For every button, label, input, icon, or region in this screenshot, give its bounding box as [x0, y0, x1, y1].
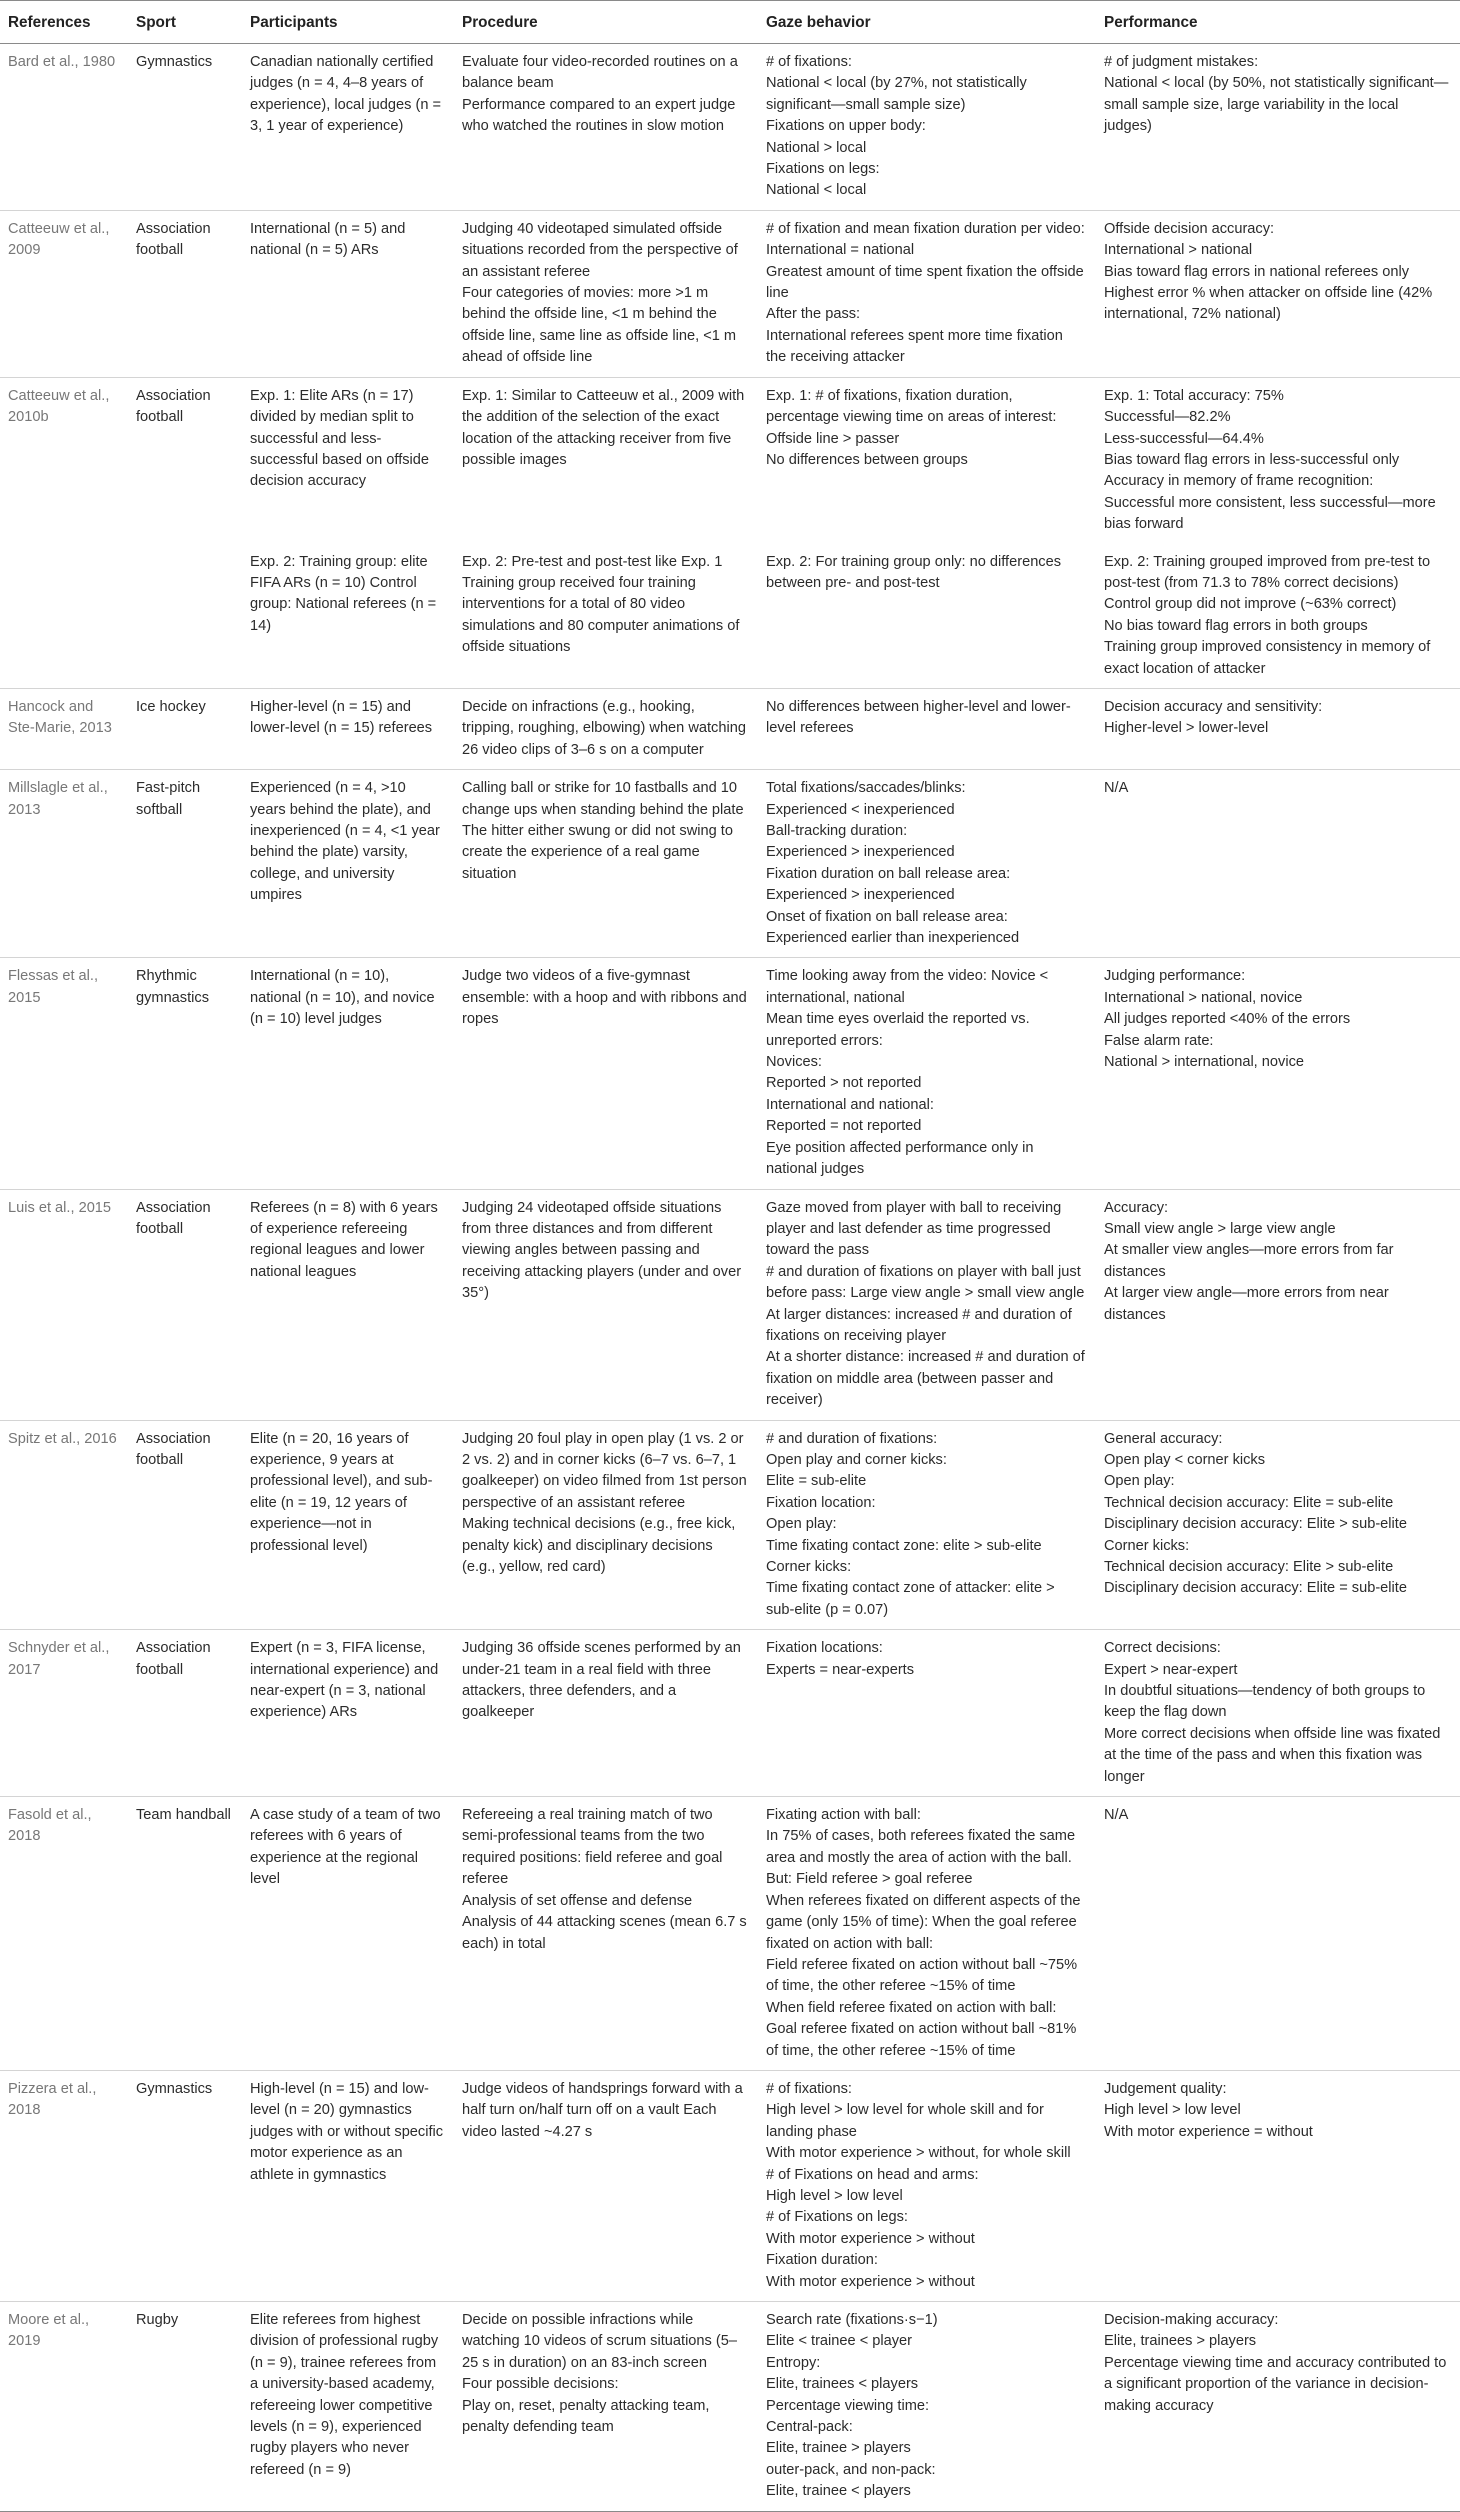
procedure-cell: [454, 210, 758, 377]
reference-cell: Catteeuw et al., 2010b: [8, 387, 110, 426]
gaze-behavior-cell: [758, 688, 1096, 769]
performance-cell-line: Exp. 2: Training grouped improved from pre-test to post-test (from 71.3 to 78% correct decisions): [1104, 553, 1431, 591]
reference-cell: Catteeuw et al., 2009: [0, 210, 128, 377]
participants-cell-line: Experienced (n = 4, >10 years behind the plate), and inexperienced (n = 4, <1 year behind the plate) varsity, college, and university umpires: [250, 780, 440, 904]
procedure-cell: [454, 770, 758, 958]
gaze-behavior-cell-line: National < local (by 27%, not statistically significant—small sample size): [766, 75, 1027, 113]
performance-cell-line: High level > low level: [1104, 2102, 1241, 2119]
participants-cell-line: High-level (n = 15) and low-level (n = 20) gymnastics judges with or without specific motor experience as an athlete in gymnastics: [250, 2080, 444, 2183]
performance-cell-line: Exp. 1: Total accuracy: 75%: [1104, 387, 1284, 404]
procedure-cell-line: Refereeing a real training match of two semi-professional teams from the two required positions: field referee and goal referee: [462, 1807, 723, 1888]
performance-cell-line: No bias toward flag errors in both groups: [1104, 617, 1368, 634]
procedure-cell: [454, 2302, 758, 2512]
reference-cell: Fasold et al., 2018: [0, 1797, 128, 2071]
performance-cell: [1096, 770, 1460, 958]
performance-cell-line: Open play < corner kicks: [1104, 1451, 1266, 1468]
header-gaze-behavior: Gaze behavior: [758, 1, 1096, 44]
gaze-behavior-cell-line: When field referee fixated on action with ball:: [766, 1999, 1057, 2016]
procedure-cell-line: Judge two videos of a five-gymnast ensemble: with a hoop and with ribbons and ropes: [462, 968, 747, 1028]
participants-cell: [242, 1797, 454, 2071]
performance-cell-line: Expert > near-expert: [1104, 1661, 1238, 1678]
performance-cell-line: International > national: [1104, 242, 1253, 259]
table-row: [0, 377, 1460, 543]
reference-cell: Luis et al., 2015: [0, 1189, 128, 1420]
gaze-behavior-cell: [758, 1797, 1096, 2071]
gaze-behavior-cell-line: Search rate (fixations·s−1): [766, 2312, 938, 2328]
gaze-behavior-cell-line: Exp. 2: For training group only: no differences between pre- and post-test: [766, 553, 1062, 591]
performance-cell-line: Corner kicks:: [1104, 1537, 1190, 1554]
participants-cell-line: International (n = 5) and national (n = 5) ARs: [250, 220, 406, 259]
gaze-behavior-cell-line: Entropy:: [766, 2354, 821, 2371]
procedure-cell-line: Four categories of movies: more >1 m behind the offside line, <1 m behind the offside line, same line as offside line, <1 m ahead of offside line: [462, 285, 737, 366]
performance-cell-line: Open play:: [1104, 1473, 1175, 1490]
procedure-cell: [454, 958, 758, 1189]
procedure-cell-line: Decide on possible infractions while watching 10 videos of scrum situations (5–25 s in duration) on an 83-inch screen: [462, 2312, 737, 2371]
procedure-cell-line: Evaluate four video-recorded routines on a balance beam: [462, 54, 738, 92]
procedure-cell-line: The hitter either swung or did not swing to create the experience of a real game situation: [462, 823, 733, 882]
gaze-behavior-cell: [758, 770, 1096, 958]
participants-cell-line: Referees (n = 8) with 6 years of experience refereeing regional leagues and lower national leagues: [250, 1199, 438, 1280]
procedure-cell-line: Play on, reset, penalty attacking team, penalty defending team: [462, 2397, 710, 2436]
header-references: References: [0, 1, 128, 44]
gaze-behavior-cell-line: # of fixations:: [766, 2080, 852, 2097]
performance-cell-line: Disciplinary decision accuracy: Elite = sub-elite: [1104, 1580, 1407, 1597]
sport-cell: Association football: [128, 1630, 242, 1797]
procedure-cell-line: Exp. 2: Pre-test and post-test like Exp. 1 Training group received four training interventions for a total of 80 video simulations and 80 computer animations of offside situations: [462, 553, 740, 656]
gaze-behavior-cell-line: # of Fixations on head and arms:: [766, 2166, 979, 2183]
procedure-cell: [454, 688, 758, 769]
performance-cell-line: # of judgment mistakes:: [1104, 54, 1259, 70]
performance-cell-line: Training group improved consistency in memory of exact location of attacker: [1104, 639, 1431, 677]
performance-cell-line: Correct decisions:: [1104, 1640, 1221, 1657]
participants-cell: [242, 688, 454, 769]
gaze-behavior-cell-line: After the pass:: [766, 306, 861, 323]
gaze-behavior-cell-line: Elite < trainee < player: [766, 2333, 913, 2350]
gaze-behavior-cell-line: In 75% of cases, both referees fixated the same area and mostly the area of action with the ball. But: Field referee > goal referee: [766, 1828, 1076, 1888]
performance-cell-line: Technical decision accuracy: Elite > sub-elite: [1104, 1559, 1394, 1575]
gaze-behavior-cell: [758, 1630, 1096, 1797]
gaze-behavior-cell-line: Corner kicks:: [766, 1559, 852, 1575]
gaze-behavior-cell-line: Fixation duration on ball release area:: [766, 865, 1011, 882]
participants-cell: [242, 1630, 454, 1797]
gaze-behavior-cell-line: Fixating action with ball:: [766, 1807, 921, 1824]
gaze-behavior-cell-line: No differences between higher-level and lower-level referees: [766, 698, 1071, 737]
gaze-behavior-cell-line: Elite, trainee > players: [766, 2440, 911, 2457]
gaze-behavior-cell-line: At a shorter distance: increased # and duration of fixation on middle area (between passer and receiver): [766, 1349, 1085, 1409]
gaze-behavior-cell-line: At larger distances: increased # and duration of fixations on receiving player: [766, 1306, 1072, 1344]
performance-cell-line: Small view angle > large view angle: [1104, 1220, 1336, 1237]
procedure-cell: [454, 1630, 758, 1797]
procedure-cell-line: Judging 40 videotaped simulated offside situations recorded from the perspective of an assistant referee: [462, 220, 738, 280]
sport-cell: Association football: [128, 210, 242, 377]
performance-cell-line: With motor experience = without: [1104, 2123, 1313, 2140]
reference-cell: Millslagle et al., 2013: [0, 770, 128, 958]
gaze-behavior-cell-line: Mean time eyes overlaid the reported vs. unreported errors:: [766, 1011, 1030, 1049]
header-sport: Sport: [128, 1, 242, 44]
participants-cell-line: Elite referees from highest division of professional rugby (n = 9), trainee referees from a university-based academy, refereeing lower competitive levels (n = 9), experienced rugby players who never refereed (n = 9): [250, 2312, 439, 2478]
sport-cell: Gymnastics: [128, 44, 242, 211]
performance-cell-line: N/A: [1104, 780, 1129, 797]
performance-cell: [1096, 2070, 1460, 2301]
gaze-behavior-cell-line: Field referee fixated on action without ball ~75% of time, the other referee ~15% of time: [766, 1956, 1078, 1995]
sport-cell: Ice hockey: [128, 688, 242, 769]
gaze-behavior-cell-line: National < local: [766, 182, 867, 199]
performance-cell-line: Successful—82.2%: [1104, 409, 1231, 426]
gaze-behavior-cell-line: Reported = not reported: [766, 1118, 922, 1135]
gaze-behavior-cell-line: Experienced > inexperienced: [766, 844, 955, 861]
gaze-behavior-cell-line: # of Fixations on legs:: [766, 2209, 908, 2226]
performance-cell-line: Elite, trainees > players: [1104, 2333, 1257, 2350]
performance-cell-line: General accuracy:: [1104, 1430, 1223, 1447]
performance-cell: [1096, 210, 1460, 377]
gaze-behavior-cell-line: High level > low level: [766, 2187, 903, 2204]
gaze-behavior-cell-line: Eye position affected performance only in national judges: [766, 1139, 1034, 1178]
participants-cell: [242, 958, 454, 1189]
performance-cell-line: Offside decision accuracy:: [1104, 220, 1275, 237]
gaze-behavior-cell-line: Elite = sub-elite: [766, 1473, 867, 1490]
gaze-behavior-cell-line: No differences between groups: [766, 451, 968, 468]
gaze-behavior-cell-line: Fixations on legs:: [766, 161, 880, 178]
performance-cell: [1096, 44, 1460, 211]
performance-cell-line: Decision accuracy and sensitivity:: [1104, 698, 1323, 715]
procedure-cell-line: Four possible decisions:: [462, 2376, 619, 2393]
gaze-behavior-cell-line: National > local: [766, 139, 867, 156]
performance-cell-line: More correct decisions when offside line was fixated at the time of the pass and when this fixation was longer: [1104, 1725, 1441, 1785]
gaze-behavior-cell-line: Goal referee fixated on action without ball ~81% of time, the other referee ~15% of time: [766, 2021, 1077, 2059]
gaze-behavior-cell-line: Experienced earlier than inexperienced: [766, 930, 1020, 947]
performance-cell-line: Judgement quality:: [1104, 2080, 1227, 2097]
performance-cell-line: Bias toward flag errors in less-successful only: [1104, 451, 1400, 468]
procedure-cell-line: Calling ball or strike for 10 fastballs and 10 change ups when standing behind the plate: [462, 780, 744, 818]
performance-cell-line: N/A: [1104, 1807, 1129, 1824]
procedure-cell-line: Analysis of 44 attacking scenes (mean 6.7 s each) in total: [462, 1914, 747, 1952]
performance-cell-line: Highest error % when attacker on offside line (42% international, 72% national): [1104, 285, 1433, 323]
gaze-behavior-cell-line: With motor experience > without, for whole skill: [766, 2145, 1071, 2162]
gaze-behavior-cell: [758, 2070, 1096, 2301]
gaze-behavior-cell-line: When referees fixated on different aspects of the game (only 15% of time): When the goal referee fixated on action with ball:: [766, 1892, 1081, 1952]
performance-cell: [1096, 1630, 1460, 1797]
participants-cell-line: A case study of a team of two referees with 6 years of experience at the regional level: [250, 1807, 441, 1888]
procedure-cell-line: Analysis of set offense and defense: [462, 1892, 693, 1909]
sport-cell: Association football: [128, 1420, 242, 1630]
reference-cell: [0, 544, 128, 689]
table-row: [0, 1189, 1460, 1420]
sport-cell: Rugby: [128, 2302, 242, 2512]
performance-cell-line: Bias toward flag errors in national referees only: [1104, 263, 1410, 280]
procedure-cell: [454, 544, 758, 689]
participants-cell: [242, 44, 454, 211]
gaze-behavior-cell: [758, 210, 1096, 377]
gaze-behavior-cell-line: Elite, trainee < players: [766, 2483, 911, 2500]
performance-cell-line: National > international, novice: [1104, 1054, 1304, 1071]
table-row: [0, 688, 1460, 769]
participants-cell: [242, 544, 454, 689]
participants-cell-line: International (n = 10), national (n = 10), and novice (n = 10) level judges: [250, 968, 435, 1028]
procedure-cell-line: Judging 20 foul play in open play (1 vs. 2 or 2 vs. 2) and in corner kicks (6–7 vs. 6–7, 1 goalkeeper) on video filmed from 1st person perspective of an assistant referee: [462, 1430, 747, 1511]
table-row: [0, 44, 1460, 211]
gaze-behavior-cell-line: With motor experience > without: [766, 2230, 975, 2247]
gaze-behavior-cell-line: Fixation locations:: [766, 1640, 883, 1657]
performance-cell: [1096, 1189, 1460, 1420]
sport-cell: Association football: [136, 387, 211, 426]
performance-cell-line: Accuracy:: [1104, 1199, 1169, 1216]
performance-cell-line: Accuracy in memory of frame recognition:: [1104, 473, 1374, 490]
performance-cell-line: Decision-making accuracy:: [1104, 2312, 1279, 2328]
participants-cell-line: Elite (n = 20, 16 years of experience, 9 years at professional level), and sub-elite (n = 19, 12 years of experience—not in professional level): [250, 1430, 433, 1554]
gaze-behavior-cell: [758, 44, 1096, 211]
procedure-cell-line: Judging 36 offside scenes performed by an under-21 team in a real field with three attackers, three defenders, and a goalkeeper: [462, 1640, 741, 1721]
reference-cell: Spitz et al., 2016: [0, 1420, 128, 1630]
participants-cell: [242, 2070, 454, 2301]
gaze-behavior-cell-line: Percentage viewing time:: [766, 2397, 930, 2414]
gaze-behavior-cell: [758, 377, 1096, 543]
gaze-behavior-cell-line: Exp. 1: # of fixations, fixation duration, percentage viewing time on areas of interest:: [766, 387, 1057, 426]
gaze-behavior-cell-line: Open play:: [766, 1516, 837, 1533]
gaze-behavior-cell-line: Elite, trainees < players: [766, 2376, 919, 2393]
performance-cell-line: All judges reported <40% of the errors: [1104, 1011, 1351, 1028]
performance-cell-line: Less-successful—64.4%: [1104, 430, 1264, 447]
sport-cell: Team handball: [128, 1797, 242, 2071]
performance-cell-line: Higher-level > lower-level: [1104, 720, 1269, 737]
procedure-cell: [454, 377, 758, 543]
reference-cell: Moore et al., 2019: [0, 2302, 128, 2512]
sport-cell: Association football: [128, 1189, 242, 1420]
gaze-behavior-cell-line: Fixation duration:: [766, 2252, 878, 2269]
procedure-cell-line: Decide on infractions (e.g., hooking, tripping, roughing, elbowing) when watching 26 video clips of 3–6 s on a computer: [462, 698, 746, 758]
gaze-behavior-cell-line: Novices:: [766, 1054, 822, 1071]
procedure-cell: [454, 44, 758, 211]
gaze-behavior-cell-line: # of fixation and mean fixation duration per video:: [766, 220, 1085, 237]
gaze-behavior-cell: [758, 958, 1096, 1189]
gaze-behavior-cell: [758, 1189, 1096, 1420]
header-participants: Participants: [242, 1, 454, 44]
gaze-behavior-cell-line: Fixations on upper body:: [766, 118, 926, 135]
table-row: [0, 1630, 1460, 1797]
gaze-behavior-cell-line: Time fixating contact zone of attacker: elite > sub-elite (p = 0.07): [766, 1580, 1055, 1618]
gaze-behavior-cell-line: Open play and corner kicks:: [766, 1451, 947, 1468]
header-row: [0, 1, 1460, 44]
performance-cell-line: Judging performance:: [1104, 968, 1246, 985]
gaze-behavior-cell: [758, 544, 1096, 689]
table-row: [0, 544, 1460, 689]
table-row: [0, 210, 1460, 377]
participants-cell-line: Higher-level (n = 15) and lower-level (n = 15) referees: [250, 698, 433, 737]
gaze-behavior-cell-line: Total fixations/saccades/blinks:: [766, 780, 966, 797]
table-row: [0, 2302, 1460, 2512]
performance-cell: [1096, 2302, 1460, 2512]
performance-cell: [1096, 1420, 1460, 1630]
sport-cell: Fast-pitch softball: [128, 770, 242, 958]
participants-cell: [242, 2302, 454, 2512]
performance-cell-line: National < local (by 50%, not statistically significant—small sample size, large variability in the local judges): [1104, 75, 1449, 135]
performance-cell-line: In doubtful situations—tendency of both groups to keep the flag down: [1104, 1683, 1426, 1721]
reference-cell: Bard et al., 1980: [0, 44, 128, 211]
procedure-cell: [454, 1797, 758, 2071]
gaze-behavior-cell-line: Fixation location:: [766, 1494, 876, 1511]
performance-cell: [1096, 958, 1460, 1189]
participants-cell: [242, 1420, 454, 1630]
gaze-behavior-cell-line: High level > low level for whole skill and for landing phase: [766, 2102, 1044, 2140]
table-body: [0, 44, 1460, 2512]
procedure-cell: [454, 1420, 758, 1630]
participants-cell-line: Expert (n = 3, FIFA license, international experience) and near-expert (n = 3, national experience) ARs: [250, 1640, 439, 1721]
reference-cell: Flessas et al., 2015: [0, 958, 128, 1189]
performance-cell-line: Technical decision accuracy: Elite = sub-elite: [1104, 1494, 1394, 1511]
performance-cell: [1096, 688, 1460, 769]
gaze-behavior-cell: [758, 2302, 1096, 2512]
performance-cell: [1096, 1797, 1460, 2071]
gaze-behavior-cell-line: International referees spent more time fixation the receiving attacker: [766, 327, 1063, 366]
gaze-behavior-cell-line: # of fixations:: [766, 54, 852, 70]
gaze-behavior-cell-line: Reported > not reported: [766, 1075, 922, 1092]
gaze-behavior-cell-line: International and national:: [766, 1096, 934, 1113]
performance-cell: [1096, 544, 1460, 689]
gaze-behavior-cell-line: International = national: [766, 242, 915, 259]
gaze-behavior-cell-line: Onset of fixation on ball release area:: [766, 908, 1008, 925]
gaze-behavior-cell-line: Offside line > passer: [766, 430, 900, 447]
table-row: [0, 958, 1460, 1189]
gaze-behavior-cell: [758, 1420, 1096, 1630]
participants-cell: [242, 770, 454, 958]
gaze-behavior-cell-line: # and duration of fixations on player with ball just before pass: Large view angle > small view angle: [766, 1263, 1085, 1302]
header-procedure: Procedure: [454, 1, 758, 44]
performance-cell-line: Successful more consistent, less successful—more bias forward: [1104, 494, 1436, 533]
participants-cell: [242, 377, 454, 543]
participants-cell-line: Exp. 2: Training group: elite FIFA ARs (n = 10) Control group: National referees (n = 14): [250, 553, 437, 634]
sport-cell: [128, 544, 242, 689]
performance-cell-line: At smaller view angles—more errors from far distances: [1104, 1242, 1394, 1280]
reference-cell: Pizzera et al., 2018: [0, 2070, 128, 2301]
performance-cell-line: Percentage viewing time and accuracy contributed to a significant proportion of the variance in decision-making accuracy: [1104, 2354, 1447, 2414]
participants-cell: [242, 1189, 454, 1420]
reference-cell: Hancock and Ste-Marie, 2013: [0, 688, 128, 769]
gaze-behavior-cell-line: Time fixating contact zone: elite > sub-elite: [766, 1537, 1042, 1554]
gaze-behavior-cell-line: Ball-tracking duration:: [766, 823, 908, 839]
participants-cell-line: Canadian nationally certified judges (n = 4, 4–8 years of experience), local judges (n = 3, 1 year of experience): [250, 54, 442, 135]
table-row: [0, 1797, 1460, 2071]
gaze-behavior-cell-line: Time looking away from the video: Novice < international, national: [766, 968, 1049, 1006]
participants-cell: [242, 210, 454, 377]
performance-cell-line: False alarm rate:: [1104, 1032, 1214, 1049]
gaze-behavior-cell-line: # and duration of fixations:: [766, 1430, 938, 1447]
sport-cell: Rhythmic gymnastics: [128, 958, 242, 1189]
gaze-behavior-cell-line: outer-pack, and non-pack:: [766, 2461, 936, 2478]
gaze-behavior-cell-line: Experts = near-experts: [766, 1661, 915, 1678]
procedure-cell-line: Judging 24 videotaped offside situations from three distances and from different viewing angles between passing and receiving attacking players (under and over 35°): [462, 1199, 742, 1302]
procedure-cell-line: Performance compared to an expert judge who watched the routines in slow motion: [462, 96, 736, 135]
performance-cell-line: At larger view angle—more errors from near distances: [1104, 1285, 1389, 1323]
procedure-cell-line: Exp. 1: Similar to Catteeuw et al., 2009 with the addition of the selection of the exact location of the attacking receiver from five possible images: [462, 387, 745, 468]
performance-cell: [1096, 377, 1460, 543]
performance-cell-line: Disciplinary decision accuracy: Elite > sub-elite: [1104, 1516, 1407, 1533]
procedure-cell-line: Making technical decisions (e.g., free kick, penalty kick) and disciplinary decisions (e.g., yellow, red card): [462, 1516, 736, 1575]
gaze-behavior-cell-line: Experienced < inexperienced: [766, 801, 955, 818]
procedure-cell-line: Judge videos of handsprings forward with a half turn on/half turn off on a vault Each video lasted ~4.27 s: [462, 2080, 743, 2140]
gaze-behavior-cell-line: Experienced > inexperienced: [766, 887, 955, 904]
performance-cell-line: International > national, novice: [1104, 989, 1303, 1006]
reference-cell: Schnyder et al., 2017: [0, 1630, 128, 1797]
table-row: [0, 2070, 1460, 2301]
gaze-behavior-cell-line: Gaze moved from player with ball to receiving player and last defender as time progressed toward the pass: [766, 1199, 1062, 1259]
header-performance: Performance: [1096, 1, 1460, 44]
gaze-behavior-cell-line: Central-pack:: [766, 2419, 853, 2436]
procedure-cell: [454, 2070, 758, 2301]
sport-cell: Gymnastics: [128, 2070, 242, 2301]
participants-cell-line: Exp. 1: Elite ARs (n = 17) divided by median split to successful and less-successful based on offside decision accuracy: [250, 387, 430, 490]
table-row: [0, 770, 1460, 958]
performance-cell-line: Control group did not improve (~63% correct): [1104, 596, 1397, 613]
gaze-behavior-cell-line: With motor experience > without: [766, 2273, 975, 2290]
gaze-behavior-cell-line: Greatest amount of time spent fixation the offside line: [766, 263, 1084, 302]
procedure-cell: [454, 1189, 758, 1420]
table-row: [0, 1420, 1460, 1630]
